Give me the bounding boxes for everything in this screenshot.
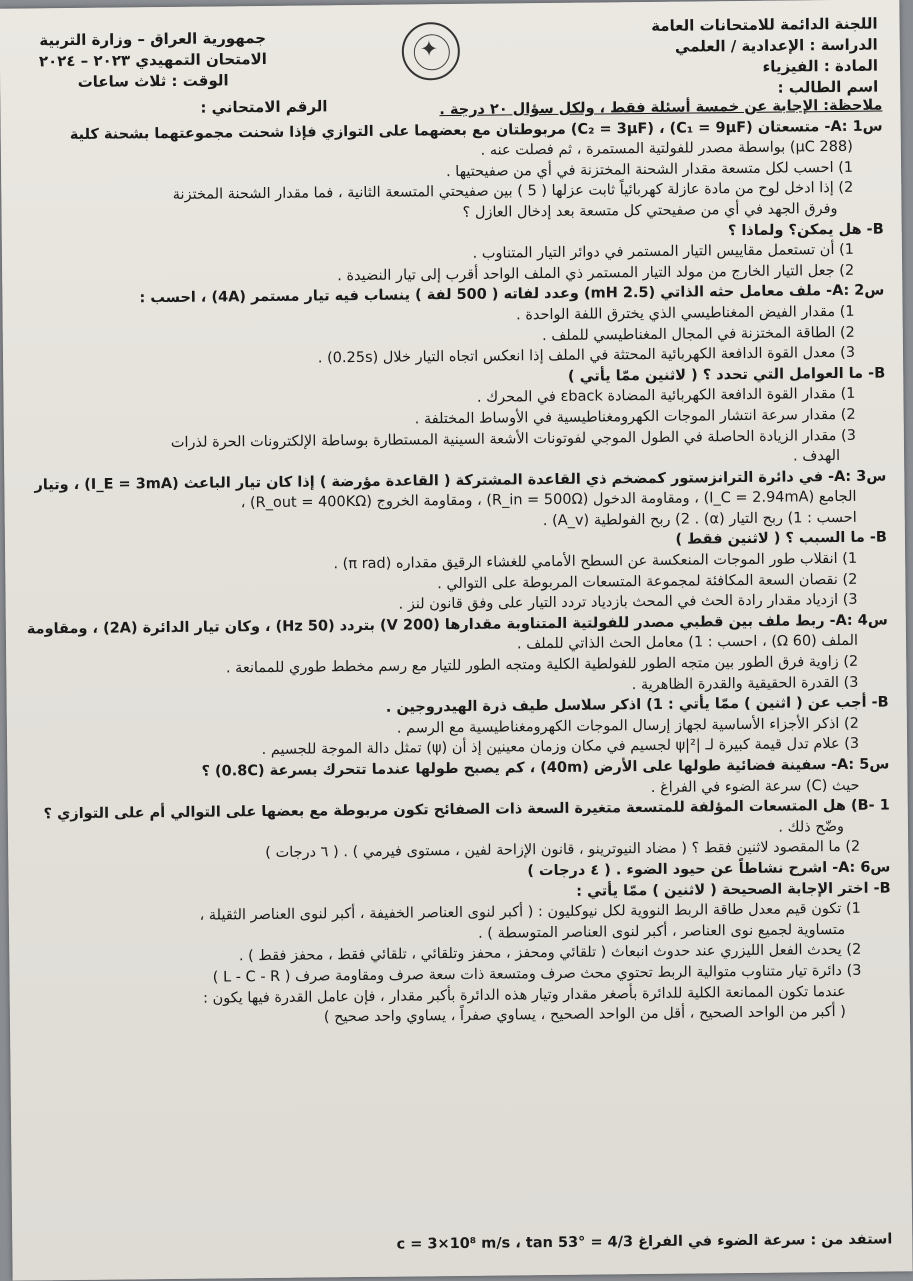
text-line: ( أكبر من الواحد الصحيح ، أقل من الواحد الصحيح ، يساوي صفراً ، يساوي واحد صحيح ) <box>323 1004 847 1026</box>
header-left <box>18 28 289 94</box>
text-line: 1) انقلاب طور الموجات المنعكسة عن السطح الأمامي للغشاء الرقيق مقداره (π rad) . <box>333 550 858 573</box>
text-line: 2) ما المقصود لاثنين فقط ؟ ( مضاد النيوترينو ، قانون الإزاحة لفين ، مستوى فيرمي ) . ( ٦ درجات ) <box>265 839 861 862</box>
header-line: اسم الطالب : <box>777 77 879 97</box>
constants-footer: استفد من : سرعة الضوء في الفراغ c = 3×10⁸ m/s ، tan 53° = 4/3 <box>396 1231 893 1253</box>
exam-note: ملاحظة: الإجابة عن خمسة أسئلة فقط ، ولكل سؤال ٢٠ درجة . <box>439 97 883 119</box>
question-5-b: B- 1) هل المتسعات المؤلفة للمتسعة متغيرة السعة ذات الصفائح تكون مربوطة مع بعضها على التوالي أم على التوازي ؟ <box>43 797 890 823</box>
question-2-b: B- ما العوامل التي تحدد ؟ ( لاثنين ممّا يأتي ) <box>567 365 886 385</box>
text-line: 3) دائرة تيار متناوب متوالية الربط تحتوي محث صرف ومتسعة ذات سعة صرف ومقاومة صرف ( L - C - R ) <box>212 962 862 986</box>
header-line: الدراسة : الإعدادية / العلمي <box>674 35 878 56</box>
text-line: 3) مقدار الزيادة الحاصلة في الطول الموجي لفوتونات الأشعة السينية المستطارة بوساطة الإلكترونات الحرة لذرات <box>170 427 856 451</box>
question-3-b: B- ما السبب ؟ ( لاثنين فقط ) <box>675 529 888 549</box>
text-line: متساوية لجميع نوى العناصر ، أكبر لنوى العناصر المتوسطة ) . <box>477 921 846 942</box>
exam-body <box>16 96 892 1032</box>
question-6-a: س6 :A- اشرح نشاطاً عن حيود الضوء . ( ٤ درجات ) <box>527 859 891 880</box>
question-3-a: س3 :A- في دائرة الترانزستور كمضخم ذي القاعدة المشتركة ( القاعدة مؤرضة ) إذا كان تيار الباعث (I_E = 3mA) ، وتيار <box>34 468 887 494</box>
question-1-b: B- هل يمكن؟ ولماذا ؟ <box>727 221 884 239</box>
text-line: 2) إذا ادخل لوح من مادة عازلة كهربائياً ثابت عزلها ( 5 ) بين صفيحتي المتسعة الثانية ، فما مقدار الشحنة المختزنة <box>172 180 854 204</box>
header-right <box>577 14 878 101</box>
header-line: الامتحان التمهيدي ٢٠٢٣ – ٢٠٢٤ <box>38 49 267 71</box>
text-line: 2) الطاقة المختزنة في المجال المغناطيسي للملف . <box>541 324 855 344</box>
text-line: وفرق الجهد في أي من صفيحتي كل متسعة بعد إدخال العازل ؟ <box>462 200 838 221</box>
header-line: اللجنة الدائمة للامتحانات العامة <box>651 14 878 35</box>
text-line: 1) مقدار الفيض المغناطيسي الذي يخترق اللفة الواحدة . <box>516 303 855 324</box>
text-line: 3) ازدياد مقدار رادة الحث في المحث بازدياد تردد التيار على وفق قانون لنز . <box>398 592 858 613</box>
text-line: 3) القدرة الحقيقية والقدرة الظاهرية . <box>631 674 859 693</box>
text-line: 2) يحدث الفعل الليزري عند حدوث انبعاث ( تلقائي ومحفز ، محفز وتلقائي ، تلقائي فقط ، محفز فقط ) . <box>238 942 862 965</box>
question-5-a: س5 :A- سفينة فضائية طولها على الأرض (40m) ، كم يصبح طولها عندما تتحرك بسرعة (0.8C) ؟ <box>201 756 890 780</box>
text-line: 2) جعل التيار الخارج من مولد التيار المستمر ذي الملف الواحد أقرب إلى تيار النضيدة . <box>337 262 855 284</box>
text-line: 3) معدل القوة الدافعة الكهربائية المحتثة في الملف إذا انعكس اتجاه التيار خلال (0.25s) . <box>317 344 856 367</box>
text-line: 1) أن تستعمل مقاييس التيار المستمر في دوائر التيار المتناوب . <box>472 241 855 262</box>
header-line: جمهورية العراق – وزارة التربية <box>39 28 267 50</box>
text-line: 2) زاوية فرق الطور بين متجه الطور للفولطية الكلية ومتجه الطور للتيار مع رسم مخطط طوري للممانعة . <box>225 653 859 677</box>
header-line: الوقت : ثلاث ساعات <box>77 71 229 91</box>
header-line: المادة : الفيزياء <box>762 56 879 76</box>
text-line: الجامع (I_C = 2.94mA) ، ومقاومة الدخول (R_in = 500Ω) ، ومقاومة الخروج (R_out = 400KΩ) ، <box>240 489 857 512</box>
question-4-a: س4 :A- ربط ملف بين قطبي مصدر للفولتية المتناوبة مقدارها (200 V) بتردد (50 Hz) ، وكان تيار الدائرة (2A) ، ومقاومة <box>26 612 888 638</box>
text-line: 1) احسب لكل متسعة مقدار الشحنة المختزنة في أي من صفيحتيها . <box>445 159 854 180</box>
text-line: (288 μC) بواسطة مصدر للفولتية المستمرة ، ثم فصلت عنه . <box>480 139 853 159</box>
text-line: وضّح ذلك . <box>778 818 845 836</box>
question-4-b: B- أجب عن ( اثنين ) ممّا يأتي : 1) اذكر سلاسل طيف ذرة الهيدروجين . <box>385 694 889 716</box>
question-1-a: س1 :A- متسعتان (C₁ = 9μF) ، (C₂ = 3μF) مربوطتان مع بعضهما على التوازي فإذا شحنت مجموعتهما بشحنة كلية <box>69 118 883 143</box>
question-2-a: س2 :A- ملف معامل حثه الذاتي (2.5 mH) وعدد لفاته ( 500 لفة ) ينساب فيه تيار مستمر (4A) ، احسب : <box>139 282 885 307</box>
text-line: 1) تكون قيم معدل طاقة الربط النووية لكل نيوكليون : ( أكبر لنوى العناصر الخفيفة ، أكبر لنوى العناصر الثقيلة ، <box>199 900 861 924</box>
question-6-b: B- اختر الإجابة الصحيحة ( لاثنين ) ممّا يأتي : <box>576 880 891 900</box>
text-line: الملف (60 Ω) ، احسب : 1) معامل الحث الذاتي للملف . <box>516 633 859 653</box>
exam-number-label: الرقم الامتحاني : <box>200 97 328 117</box>
text-line: 2) نقصان السعة المكافئة لمجموعة المتسعات المربوطة على التوالي . <box>437 571 858 592</box>
text-line: عندما تكون الممانعة الكلية للدائرة بأصغر مقدار وتيار هذه الدائرة بأكبر مقدار ، فإن عامل القدرة فيها يكون : <box>202 983 846 1007</box>
text-line: حيث (C) سرعة الضوء في الفراغ . <box>650 777 860 796</box>
text-line: 2) مقدار سرعة انتشار الموجات الكهرومغناطيسية في الأوساط المختلفة . <box>414 406 856 428</box>
text-line: احسب : 1) ربح التيار (α) . 2) ربح الفولطية (A_v) . <box>542 509 857 529</box>
text-line: 3) علام تدل قيمة كبيرة لـ |ψ|² لجسيم في مكان وزمان معينين إذ أن (ψ) تمثل دالة الموجة للجسيم . <box>261 736 860 759</box>
text-line: 1) مقدار القوة الدافعة الكهربائية المضادة εback في المحرك . <box>476 386 856 407</box>
ministry-seal-icon: ✦ <box>402 22 461 81</box>
text-line: الهدف . <box>793 448 841 465</box>
text-line: 2) اذكر الأجزاء الأساسية لجهاز إرسال الموجات الكهرومغناطيسية مع الرسم . <box>396 715 859 737</box>
